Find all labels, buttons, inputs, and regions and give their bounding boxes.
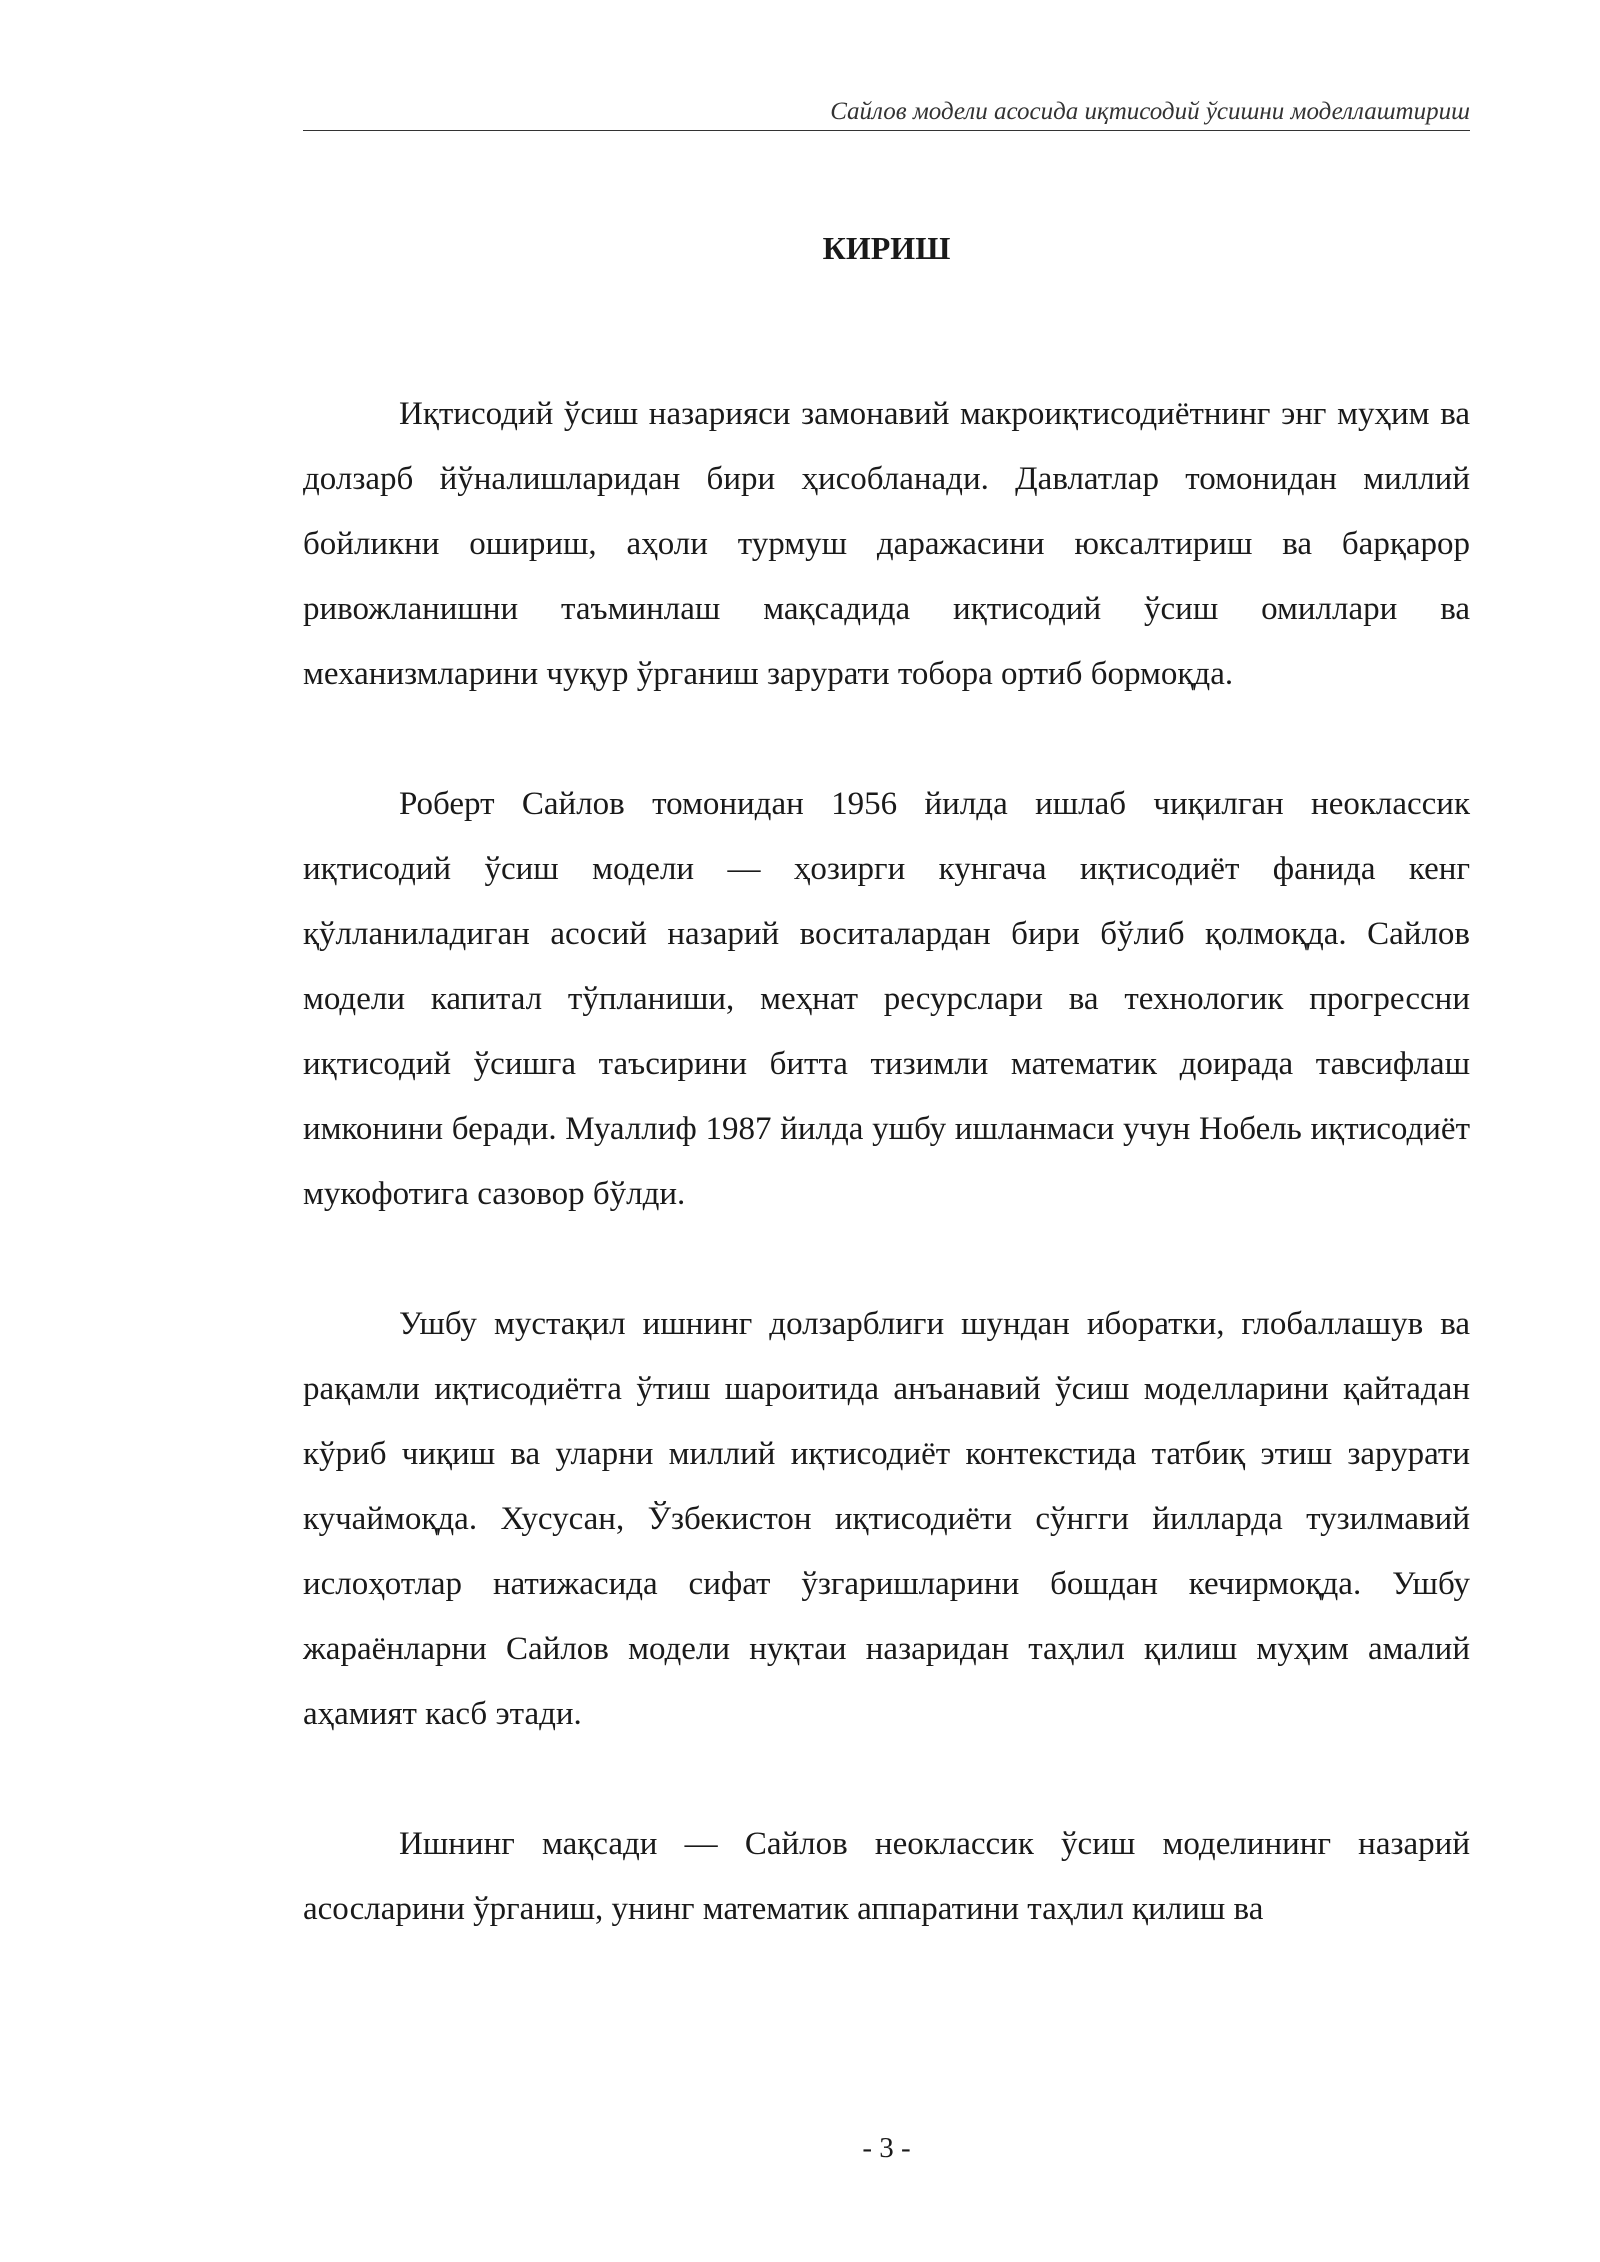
paragraph-4: Ишнинг мақсади — Сайлов неоклассик ўсиш моделининг назарий асосларини ўрганиш, унинг математик аппаратини таҳлил қилиш ва	[303, 1826, 1470, 1927]
body-text	[303, 382, 1470, 2007]
running-header: Сайлов модели асосида иқтисодий ўсишни моделлаштириш	[303, 94, 1470, 131]
paragraph-1: Иқтисодий ўсиш назарияси замонавий макроиқтисодиётнинг энг муҳим ва долзарб йўналишларидан бири ҳисобланади. Давлатлар томонидан миллий бойликни ошириш, аҳоли турмуш даражасини юксалтириш ва барқарор ривожланишни таъминлаш мақсадида иқтисодий ўсиш омиллари ва механизмларини чуқур ўрганиш зарурати тобора ортиб бормоқда.	[303, 396, 1470, 692]
paragraph-3: Ушбу мустақил ишнинг долзарблиги шундан иборатки, глобаллашув ва рақамли иқтисодиётга ўтиш шароитида анъанавий ўсиш моделларини қайтадан кўриб чиқиш ва уларни миллий иқтисодиёт контекстида татбиқ этиш зарурати кучаймоқда. Хусусан, Ўзбекистон иқтисодиёти сўнгги йилларда тузилмавий ислоҳотлар натижасида сифат ўзгаришларини бошдан кечирмоқда. Ушбу жараёнларни Сайлов модели нуқтаи назаридан таҳлил қилиш муҳим амалий аҳамият касб этади.	[303, 1306, 1470, 1732]
chapter-title: КИРИШ	[822, 230, 951, 266]
page-number: - 3 -	[862, 2132, 911, 2164]
paragraph-2: Роберт Сайлов томонидан 1956 йилда ишлаб чиқилган неоклассик иқтисодий ўсиш модели — ҳозирги кунгача иқтисодиёт фанида кенг қўлланиладиган асосий назарий воситалардан бири бўлиб қолмоқда. Сайлов модели капитал тўпланиши, меҳнат ресурслари ва технологик прогрессни иқтисодий ўсишга таъсирини битта тизимли математик доирада тавсифлаш имконини беради. Муаллиф 1987 йилда ушбу ишланмаси учун Нобель иқтисодиёт мукофотига сазовор бўлди.	[303, 786, 1470, 1212]
